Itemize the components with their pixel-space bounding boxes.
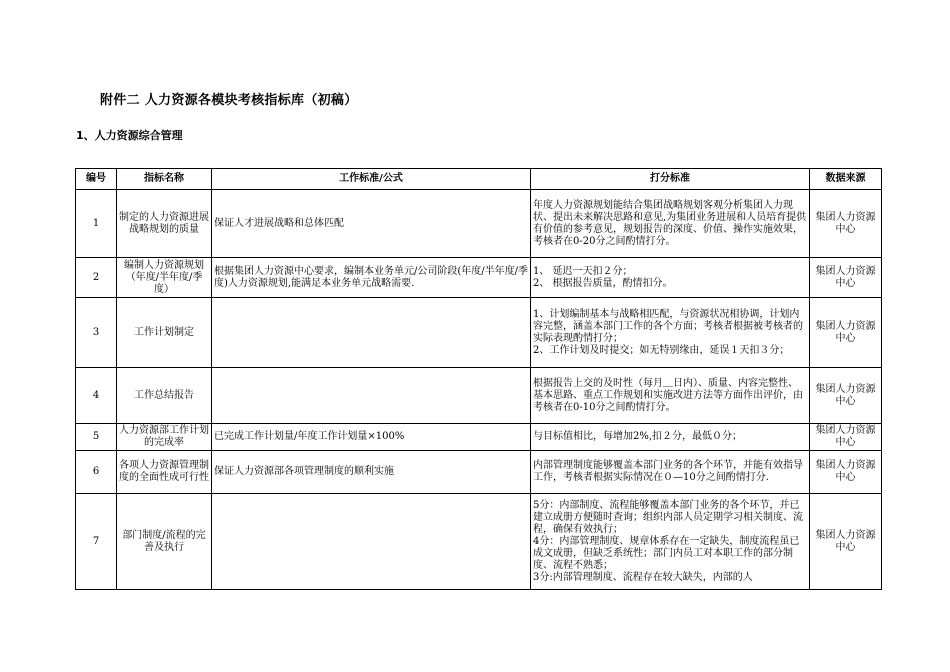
- cell-standard: 根据集团人力资源中心要求，编制本业务单元/公司阶段(年度/半年度/季度)人力资源规划,能满足本业务单元战略需要.: [212, 258, 531, 298]
- cell-no: 5: [76, 424, 117, 451]
- cell-scoring: 1、计划编制基本与战略相匹配，与资源状况相协调，计划内容完整，涵盖本部门工作的各个方面；考核者根据被考核者的实际表现酌情打分； 2、工作计划及时提交；如无特别缘由，延误１天扣３分；: [531, 298, 810, 368]
- table-row: [76, 368, 882, 424]
- cell-scoring: 1、 延迟一天扣２分； 2、 根据报告质量，酌情扣分。: [531, 258, 810, 298]
- cell-standard: 已完成工作计划量/年度工作计划量×100%: [212, 424, 531, 451]
- cell-source: 集团人力资源中心: [810, 494, 882, 590]
- table-row: [76, 190, 882, 258]
- cell-scoring: 5分：内部制度、流程能够覆盖本部门业务的各个环节，并已建立成册方便随时查询；组织内部人员定期学习相关制度、流程，确保有效执行； 4分：内部管理制度、规章体系存在一定缺失，制度流程虽已成文成册，但缺乏系统性；部门内员工对本职工作的部分制度、流程不熟悉； 3分:内部管理制度、流程存在较大缺失，内部的人: [531, 494, 810, 590]
- table-row: [76, 424, 882, 451]
- header-no: 编号: [76, 169, 117, 190]
- cell-source: 集团人力资源中心: [810, 190, 882, 258]
- cell-source: 集团人力资源中心: [810, 258, 882, 298]
- cell-no: 2: [76, 258, 117, 298]
- table-row: [76, 494, 882, 590]
- cell-no: 3: [76, 298, 117, 368]
- table-row: [76, 258, 882, 298]
- cell-name: 制定的人力资源进展战略规划的质量: [117, 190, 212, 258]
- table-header-row: [76, 169, 882, 190]
- cell-name: 编制人力资源规划（年度/半年度/季度）: [117, 258, 212, 298]
- cell-standard: 保证人力资源部各项管理制度的顺利实施: [212, 451, 531, 494]
- cell-standard: 保证人才进展战略和总体匹配: [212, 190, 531, 258]
- kpi-table: [75, 168, 882, 590]
- cell-no: 6: [76, 451, 117, 494]
- header-source: 数据来源: [810, 169, 882, 190]
- document-title: 附件二 人力资源各模块考核指标库（初稿）: [100, 93, 358, 108]
- cell-scoring: 根据报告上交的及时性（每月＿日内）、质量、内容完整性、基本思路、重点工作规划和实施改进方法等方面作出评价，由考核者在0-10分之间酌情打分。: [531, 368, 810, 424]
- cell-no: 4: [76, 368, 117, 424]
- cell-name: 工作总结报告: [117, 368, 212, 424]
- cell-name: 工作计划制定: [117, 298, 212, 368]
- table-row: [76, 451, 882, 494]
- header-name: 指标名称: [117, 169, 212, 190]
- cell-scoring: 与目标值相比，每增加2%,扣２分，最低０分；: [531, 424, 810, 451]
- cell-standard: [212, 494, 531, 590]
- cell-name: 人力资源部工作计划的完成率: [117, 424, 212, 451]
- cell-source: 集团人力资源中心: [810, 298, 882, 368]
- section-title: 1、人力资源综合管理: [76, 129, 183, 142]
- cell-scoring: 内部管理制度能够覆盖本部门业务的各个环节，并能有效指导工作，考核者根据实际情况在０—10分之间酌情打分.: [531, 451, 810, 494]
- cell-name: 各项人力资源管理制度的全面性成可行性: [117, 451, 212, 494]
- cell-source: 集团人力资源中心: [810, 424, 882, 451]
- cell-standard: [212, 368, 531, 424]
- header-scoring: 打分标准: [531, 169, 810, 190]
- cell-source: 集团人力资源中心: [810, 368, 882, 424]
- cell-no: 7: [76, 494, 117, 590]
- cell-name: 部门制度/流程的完善及执行: [117, 494, 212, 590]
- table-row: [76, 298, 882, 368]
- cell-standard: [212, 298, 531, 368]
- header-standard: 工作标准/公式: [212, 169, 531, 190]
- cell-scoring: 年度人力资源规划能结合集团战略规划客观分析集团人力现状、提出未来解决思路和意见,为集团业务进展和人员培育提供有价值的参考意见，规划报告的深度、价值、操作实施效果，考核者在0-20分之间酌情打分。: [531, 190, 810, 258]
- cell-no: 1: [76, 190, 117, 258]
- cell-source: 集团人力资源中心: [810, 451, 882, 494]
